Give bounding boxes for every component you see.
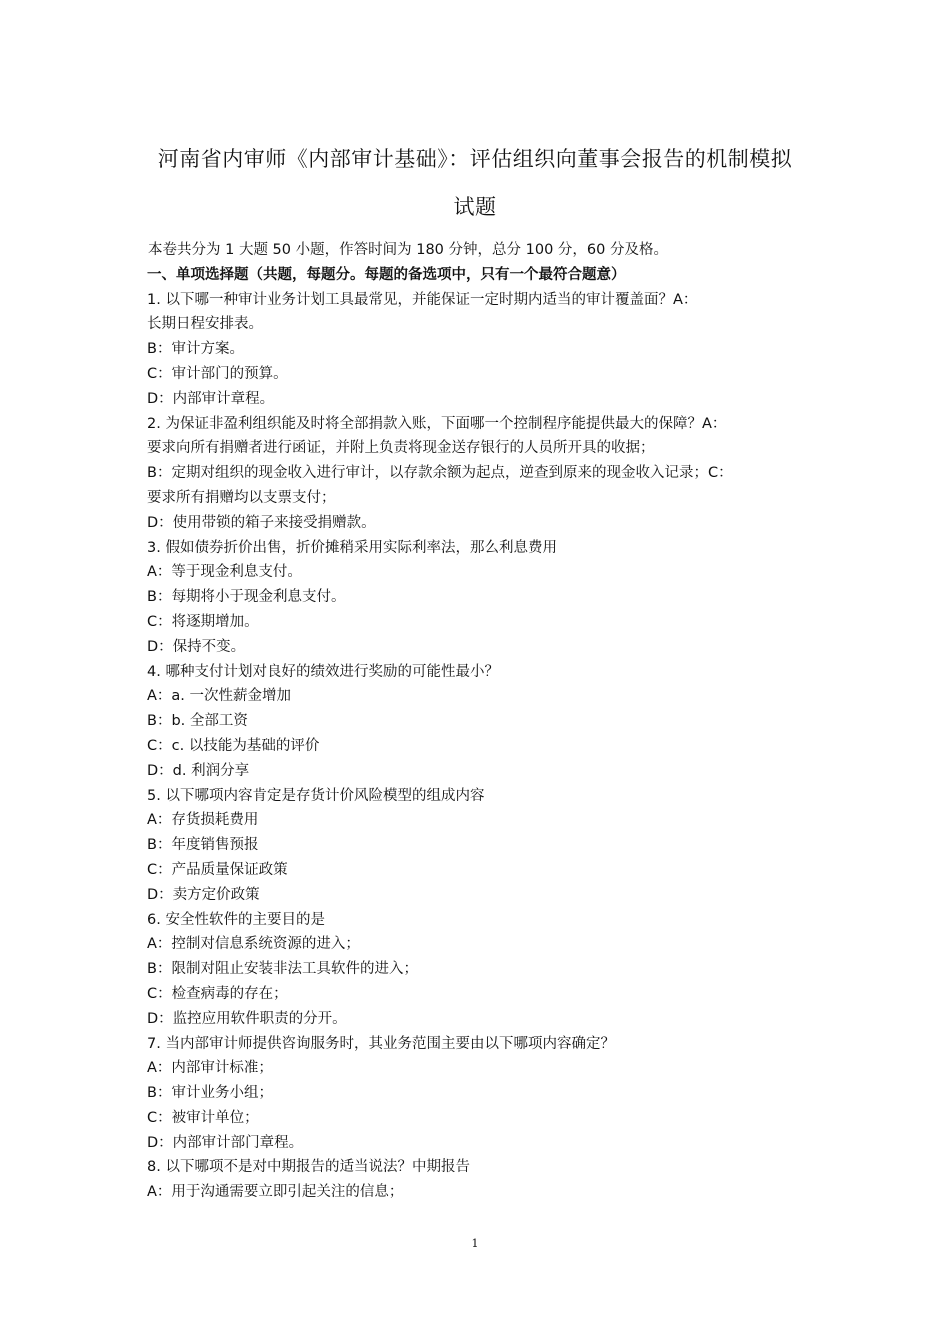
- question-line: C：被审计单位；: [147, 1109, 259, 1126]
- question-line: 4. 哪种支付计划对良好的绩效进行奖励的可能性最小？: [147, 663, 499, 680]
- question-line: D：内部审计部门章程。: [147, 1134, 304, 1151]
- question-line: D：d. 利润分享: [147, 762, 250, 779]
- question-line: D：监控应用软件职责的分开。: [147, 1010, 347, 1027]
- section-heading: 一、单项选择题（共题，每题分。每题的备选项中，只有一个最符合题意）: [147, 266, 626, 283]
- question-line: A：内部审计标准；: [147, 1060, 273, 1077]
- question-line: 要求向所有捐赠者进行函证，并附上负责将现金送存银行的人员所开具的收据；: [147, 440, 655, 457]
- question-line: D：保持不变。: [147, 638, 246, 655]
- question-line: D：使用带锁的箱子来接受捐赠款。: [147, 514, 376, 531]
- question-line: B：每期将小于现金利息支付。: [147, 589, 346, 606]
- question-line: C：检查病毒的存在；: [147, 985, 288, 1002]
- question-line: B：b. 全部工资: [147, 713, 248, 730]
- question-line: B：审计业务小组；: [147, 1085, 273, 1102]
- question-line: C：产品质量保证政策: [147, 861, 288, 878]
- question-line: 7. 当内部审计师提供咨询服务时，其业务范围主要由以下哪项内容确定？: [147, 1035, 615, 1052]
- question-line: 3. 假如债券折价出售，折价摊稍采用实际利率法，那么利息费用: [147, 539, 557, 556]
- question-line: C：c. 以技能为基础的评价: [147, 737, 320, 754]
- question-line: B：限制对阻止安装非法工具软件的进入；: [147, 961, 418, 978]
- question-line: A：用于沟通需要立即引起关注的信息；: [147, 1184, 404, 1201]
- question-line: A：等于现金利息支付。: [147, 564, 302, 581]
- question-line: 6. 安全性软件的主要目的是: [147, 911, 325, 928]
- question-line: A：a. 一次性薪金增加: [147, 688, 292, 705]
- question-line: 1. 以下哪一种审计业务计划工具最常见，并能保证一定时期内适当的审计覆盖面？A：: [147, 291, 698, 308]
- question-line: A：存货损耗费用: [147, 812, 259, 829]
- document-title-line-2: 试题: [453, 195, 497, 219]
- document-body: [147, 238, 837, 1205]
- question-line: D：内部审计章程。: [147, 390, 275, 407]
- document-title-line-1: 河南省内审师《内部审计基础》：评估组织向董事会报告的机制模拟: [157, 147, 793, 171]
- question-line: D：卖方定价政策: [147, 886, 260, 903]
- question-line: B：定期对组织的现金收入进行审计，以存款余额为起点，逆查到原来的现金收入记录；C：: [147, 465, 733, 482]
- question-line: 长期日程安排表。: [147, 316, 263, 333]
- question-line: A：控制对信息系统资源的进入；: [147, 936, 360, 953]
- question-line: B：年度销售预报: [147, 837, 259, 854]
- page-number: 1: [471, 1237, 479, 1250]
- question-list: [147, 288, 837, 1205]
- question-line: B：审计方案。: [147, 341, 244, 358]
- question-line: C：审计部门的预算。: [147, 365, 288, 382]
- question-line: 5. 以下哪项内容肯定是存货计价风险模型的组成内容: [147, 787, 485, 804]
- question-line: 要求所有捐赠均以支票支付；: [147, 489, 336, 506]
- exam-intro: 本卷共分为 1 大题 50 小题，作答时间为 180 分钟，总分 100 分，60 分及格。: [148, 242, 668, 258]
- question-line: C：将逐期增加。: [147, 613, 259, 630]
- question-line: 8. 以下哪项不是对中期报告的适当说法？中期报告: [147, 1159, 470, 1176]
- question-line: 2. 为保证非盈利组织能及时将全部捐款入账，下面哪一个控制程序能提供最大的保障？A：: [147, 415, 727, 432]
